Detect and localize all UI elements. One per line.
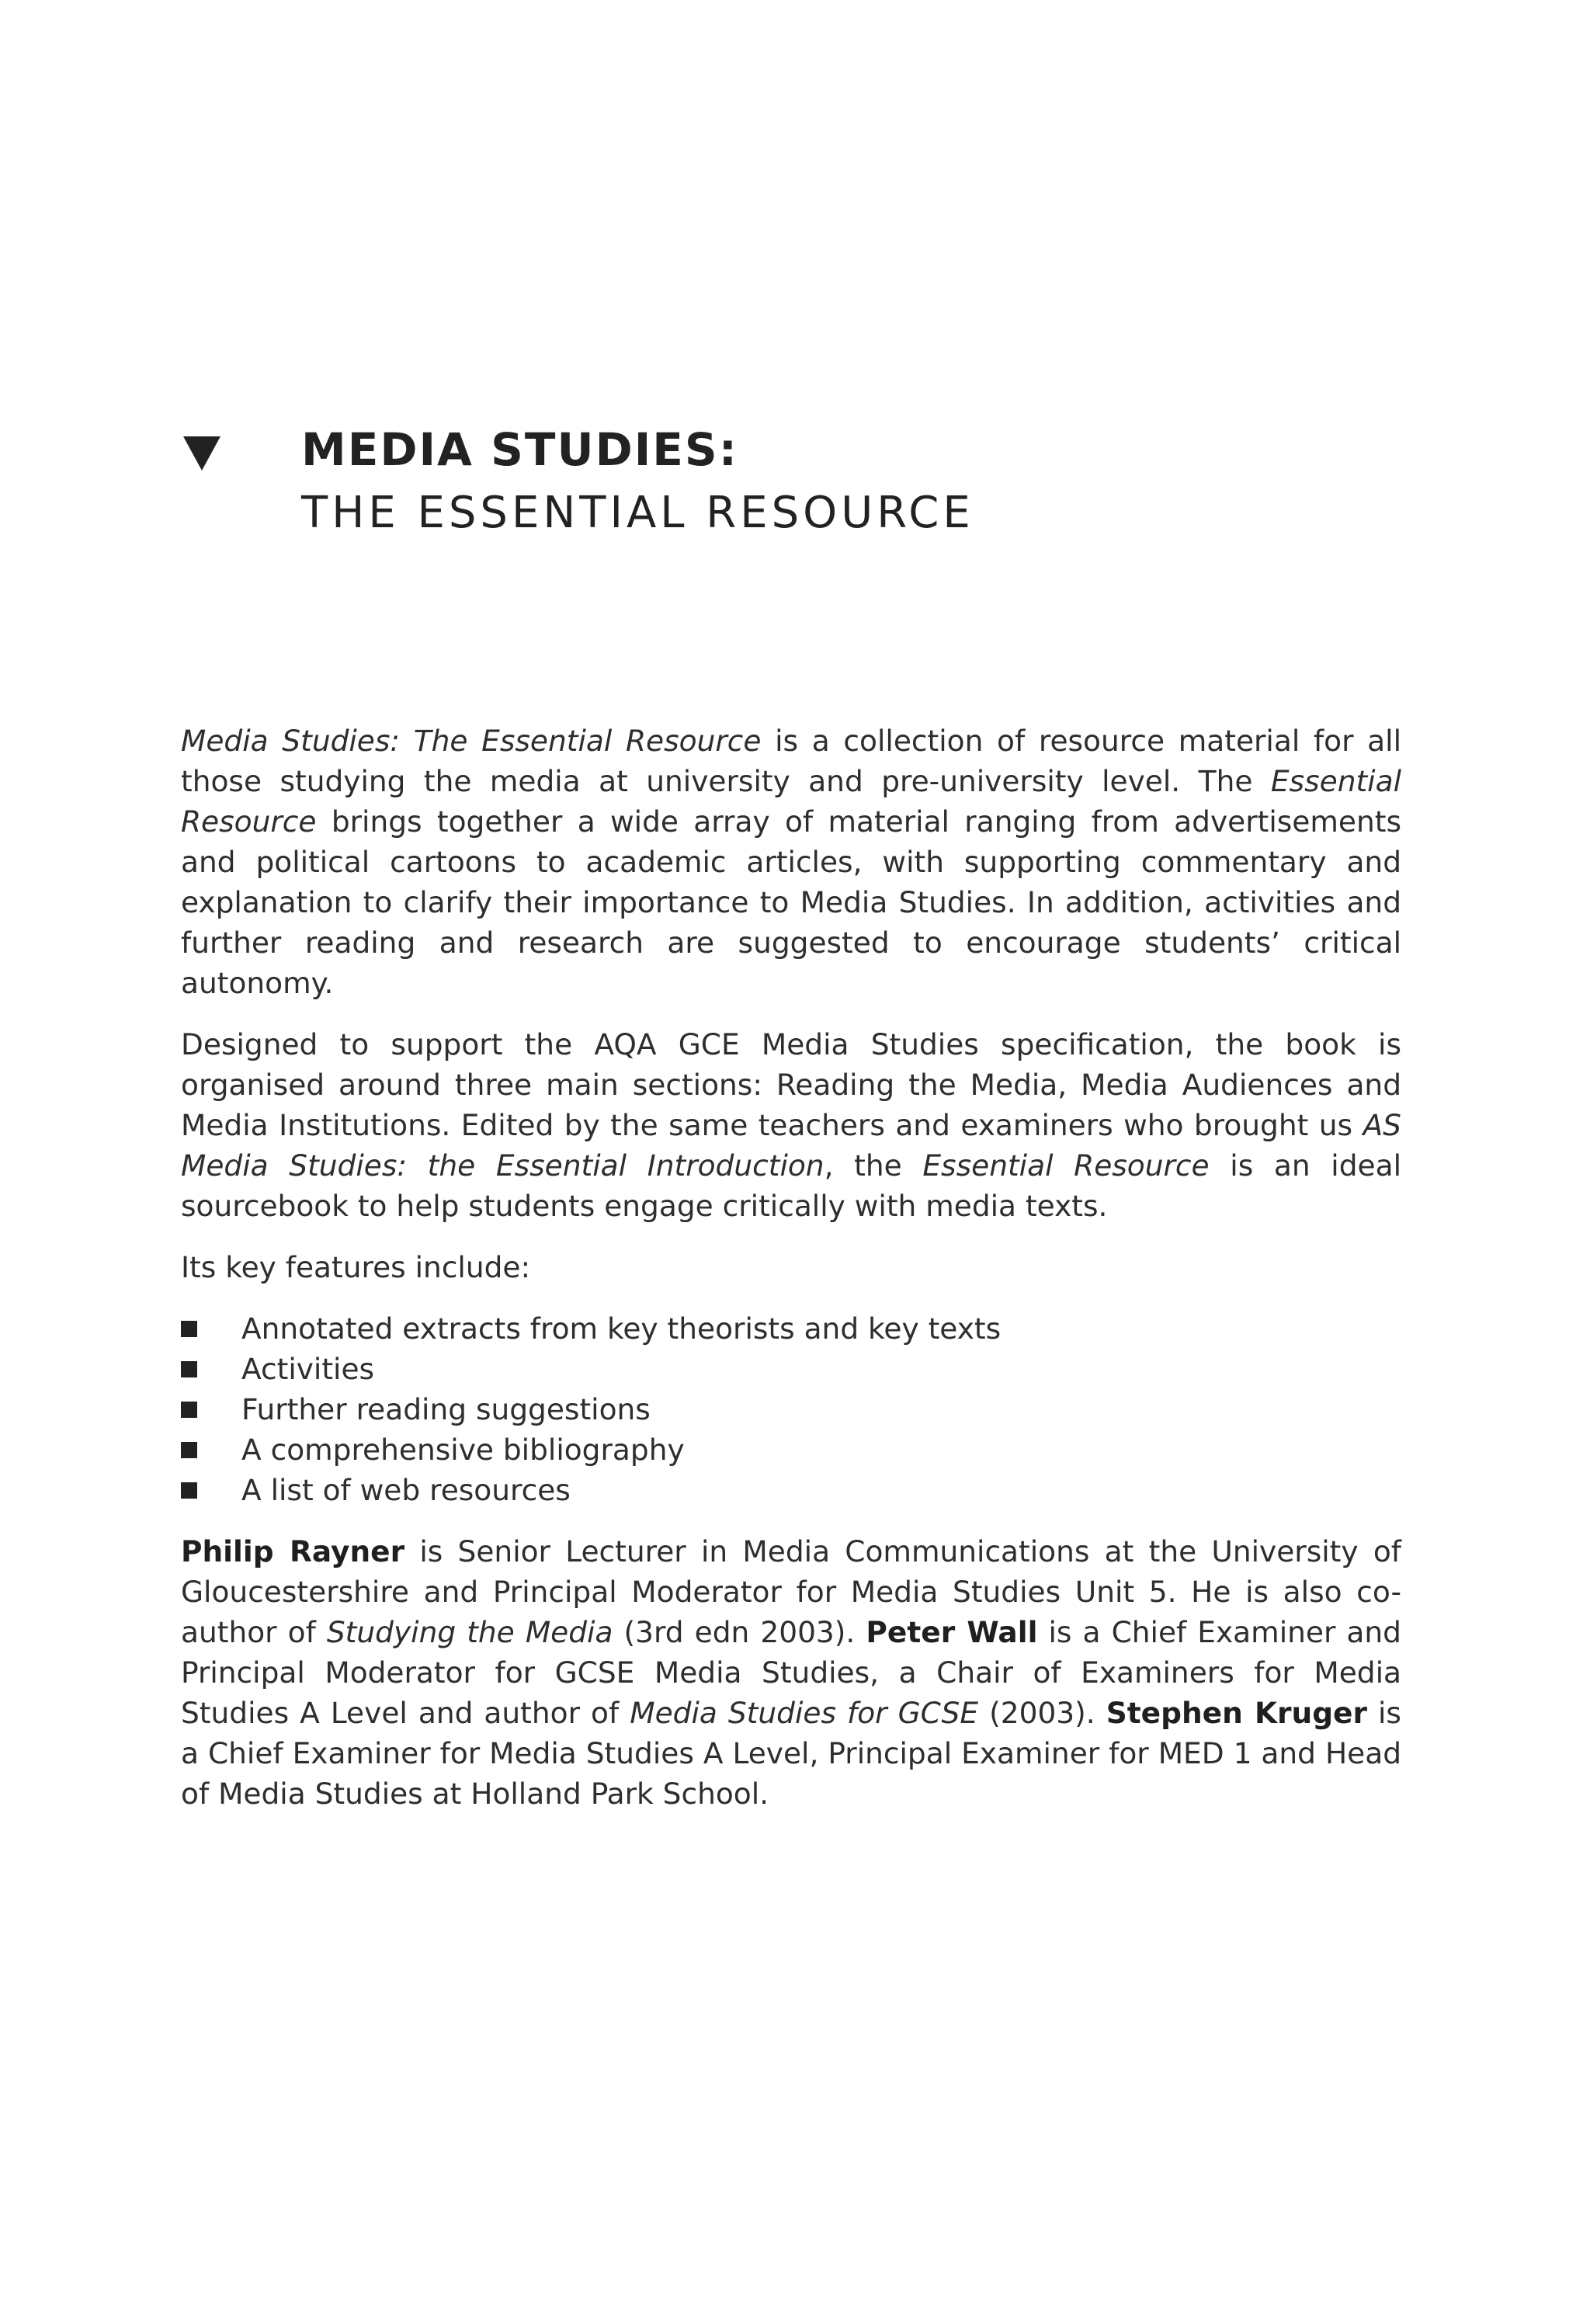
page-title (301, 418, 974, 545)
list-item (181, 1349, 1401, 1389)
authors-paragraph (181, 1531, 1401, 1814)
author-name-3: Stephen Kruger (1106, 1696, 1367, 1730)
feature-text: Activities (241, 1352, 375, 1386)
square-bullet-icon (181, 1361, 197, 1377)
authors-text-5: is a Chief Examiner for Media Studies A Level, Principal Examiner for MED 1 and Head of Media Studies at Holland Park School. (181, 1696, 1401, 1811)
down-triangle-icon (183, 436, 220, 471)
square-bullet-icon (181, 1482, 197, 1499)
intro-p2-text-b: , the (824, 1148, 923, 1183)
book-title: Media Studies: The Essential Resource (181, 724, 762, 758)
author-name-1: Philip Rayner (181, 1534, 405, 1568)
title-line-1: MEDIA STUDIES: (301, 423, 738, 476)
list-item (181, 1308, 1401, 1349)
list-item (181, 1389, 1401, 1429)
title-line-2: THE ESSENTIAL RESOURCE (301, 488, 974, 538)
related-book-title: AS Media Studies: the Essential Introduction (181, 1108, 1401, 1183)
square-bullet-icon (181, 1402, 197, 1418)
feature-list (181, 1308, 1401, 1510)
list-item (181, 1429, 1401, 1470)
intro-paragraph-2 (181, 1024, 1401, 1226)
book-short-title: Essential Resource (922, 1148, 1210, 1183)
authors-text-2: (3rd edn 2003). (613, 1615, 866, 1649)
square-bullet-icon (181, 1321, 197, 1337)
feature-text: Further reading suggestions (241, 1392, 651, 1426)
intro-p1-text-a: is a collection of resource material for all those studying the media at university and pre-university level. The (181, 724, 1401, 798)
intro-paragraph-1 (181, 721, 1401, 1003)
intro-p2-text-a: Designed to support the AQA GCE Media Studies specification, the book is organised around three main sections: Reading the Media, Media Audiences and Media Institutions. Edited by the same teachers and examiners who brought us (181, 1027, 1401, 1142)
feature-text: Annotated extracts from key theorists and key texts (241, 1311, 1002, 1346)
feature-text: A list of web resources (241, 1473, 571, 1507)
features-intro: Its key features include: (181, 1250, 531, 1284)
authors-text-3: is a Chief Examiner and Principal Moderator for GCSE Media Studies, a Chair of Examiners for Media Studies A Level and author of (181, 1615, 1401, 1730)
authors-text-1: is Senior Lecturer in Media Communications at the University of Gloucestershire and Principal Moderator for Media Studies Unit 5. He is also co-author of (181, 1534, 1401, 1649)
author-book-2: Media Studies for GCSE (630, 1696, 979, 1730)
author-book-1: Studying the Media (326, 1615, 613, 1649)
list-item (181, 1470, 1401, 1510)
book-short-title: Essential Resource (181, 764, 1401, 839)
body-text (181, 721, 1401, 1835)
intro-p1-text-b: brings together a wide array of material ranging from advertisements and political cartoons to academic articles, with supporting commentary and explanation to clarify their importance to Media Studies. In addition, activities and further reading and research are suggested to encourage students’ critical autonomy. (181, 804, 1401, 1000)
intro-p2-text-c: is an ideal sourcebook to help students engage critically with media texts. (181, 1148, 1401, 1223)
square-bullet-icon (181, 1442, 197, 1458)
authors-text-4: (2003). (978, 1696, 1106, 1730)
author-name-2: Peter Wall (866, 1615, 1038, 1649)
feature-text: A comprehensive bibliography (241, 1433, 685, 1467)
